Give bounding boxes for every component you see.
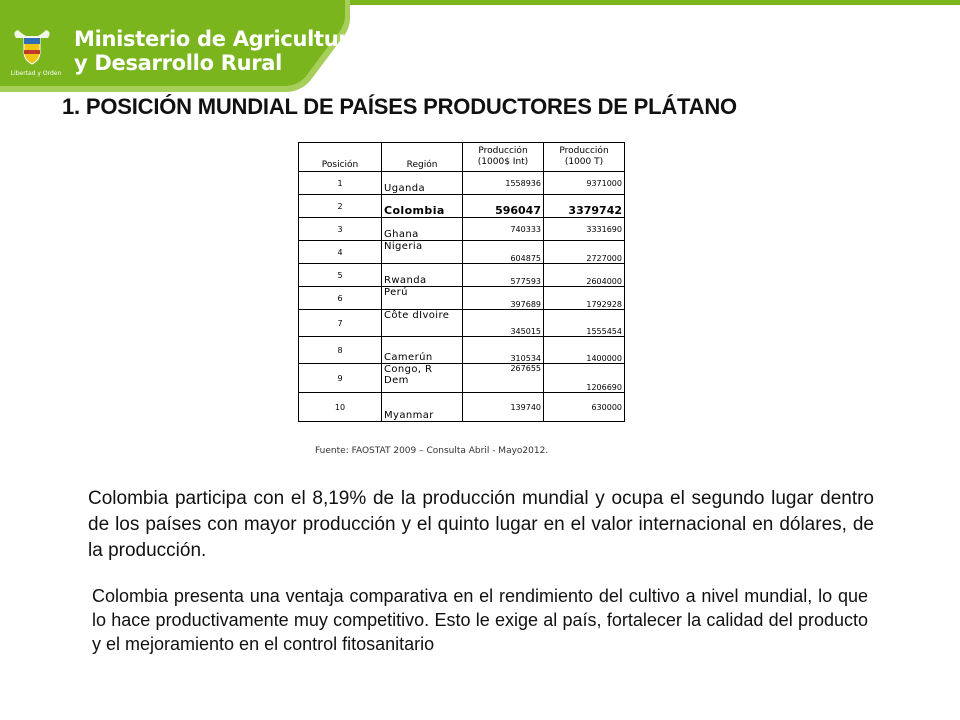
paragraph-comparative-advantage: Colombia presenta una ventaja comparativa en el rendimiento del cultivo a nivel mundial, lo que lo hace productivamente muy competitivo. Esto le exige al país, fortalecer la calidad del producto y el mejoramiento en el control fitosanitario bbox=[92, 586, 868, 654]
cell-position: 9 bbox=[299, 364, 382, 393]
cell-region: Perú bbox=[382, 287, 463, 310]
table-row bbox=[299, 337, 625, 364]
cell-production-intl: 577593 bbox=[463, 264, 544, 287]
table-row bbox=[299, 393, 625, 422]
cell-production-tonnes: 1400000 bbox=[544, 337, 625, 364]
cell-production-intl: 139740 bbox=[463, 393, 544, 422]
cell-region: Rwanda bbox=[382, 264, 463, 287]
cell-position: 7 bbox=[299, 310, 382, 337]
cell-production-intl: 604875 bbox=[463, 241, 544, 264]
cell-region: Nigeria bbox=[382, 241, 463, 264]
cell-production-tonnes: 1206690 bbox=[544, 364, 625, 393]
cell-production-tonnes: 3331690 bbox=[544, 218, 625, 241]
cell-region: Côte dIvoire bbox=[382, 310, 463, 337]
table-row bbox=[299, 310, 625, 337]
coat-of-arms-icon bbox=[12, 28, 52, 66]
cell-region: Camerún bbox=[382, 337, 463, 364]
cell-region: Congo, R Dem bbox=[382, 364, 463, 393]
cell-region: Ghana bbox=[382, 218, 463, 241]
table-row bbox=[299, 287, 625, 310]
ministry-name bbox=[74, 27, 362, 75]
cell-production-tonnes: 9371000 bbox=[544, 172, 625, 195]
cell-region: Uganda bbox=[382, 172, 463, 195]
ministry-line-2: y Desarrollo Rural bbox=[74, 51, 283, 75]
producers-table bbox=[298, 142, 625, 422]
cell-production-intl: 397689 bbox=[463, 287, 544, 310]
cell-region: Colombia bbox=[382, 195, 463, 218]
paragraph-production-share: Colombia participa con el 8,19% de la producción mundial y ocupa el segundo lugar dentro de los países con mayor producción y el quinto lugar en el valor internacional en dólares, de la producción. bbox=[88, 488, 874, 561]
cell-position: 6 bbox=[299, 287, 382, 310]
header-region: Región bbox=[382, 143, 463, 172]
cell-position: 1 bbox=[299, 172, 382, 195]
header-production-intl: Producción (1000$ Int) bbox=[463, 143, 544, 172]
cell-production-tonnes: 2727000 bbox=[544, 241, 625, 264]
table-row bbox=[299, 172, 625, 195]
cell-position: 4 bbox=[299, 241, 382, 264]
cell-production-tonnes: 3379742 bbox=[544, 195, 625, 218]
cell-position: 10 bbox=[299, 393, 382, 422]
cell-position: 3 bbox=[299, 218, 382, 241]
cell-position: 5 bbox=[299, 264, 382, 287]
cell-position: 8 bbox=[299, 337, 382, 364]
cell-production-intl: 740333 bbox=[463, 218, 544, 241]
cell-production-intl: 1558936 bbox=[463, 172, 544, 195]
table-header-row bbox=[299, 143, 625, 172]
table-row bbox=[299, 264, 625, 287]
page-title: 1. POSICIÓN MUNDIAL DE PAÍSES PRODUCTORES DE PLÁTANO bbox=[62, 94, 737, 119]
cell-production-intl: 345015 bbox=[463, 310, 544, 337]
table-row-highlighted bbox=[299, 195, 625, 218]
cell-production-tonnes: 1555454 bbox=[544, 310, 625, 337]
table-row bbox=[299, 218, 625, 241]
table-row bbox=[299, 364, 625, 393]
cell-position: 2 bbox=[299, 195, 382, 218]
cell-production-tonnes: 1792928 bbox=[544, 287, 625, 310]
cell-production-tonnes: 630000 bbox=[544, 393, 625, 422]
cell-production-intl: 267655 bbox=[463, 364, 544, 393]
header-position: Posición bbox=[299, 143, 382, 172]
cell-production-tonnes: 2604000 bbox=[544, 264, 625, 287]
source-note: Fuente: FAOSTAT 2009 – Consulta Abril - Mayo2012. bbox=[315, 446, 549, 456]
motto-text: Libertad y Orden bbox=[10, 70, 62, 77]
cell-production-intl: 596047 bbox=[463, 195, 544, 218]
cell-production-intl: 310534 bbox=[463, 337, 544, 364]
table-row bbox=[299, 241, 625, 264]
header-banner bbox=[0, 0, 960, 92]
cell-region: Myanmar bbox=[382, 393, 463, 422]
header-production-tonnes: Producción (1000 T) bbox=[544, 143, 625, 172]
ministry-line-1: Ministerio de Agricultura bbox=[74, 27, 363, 51]
